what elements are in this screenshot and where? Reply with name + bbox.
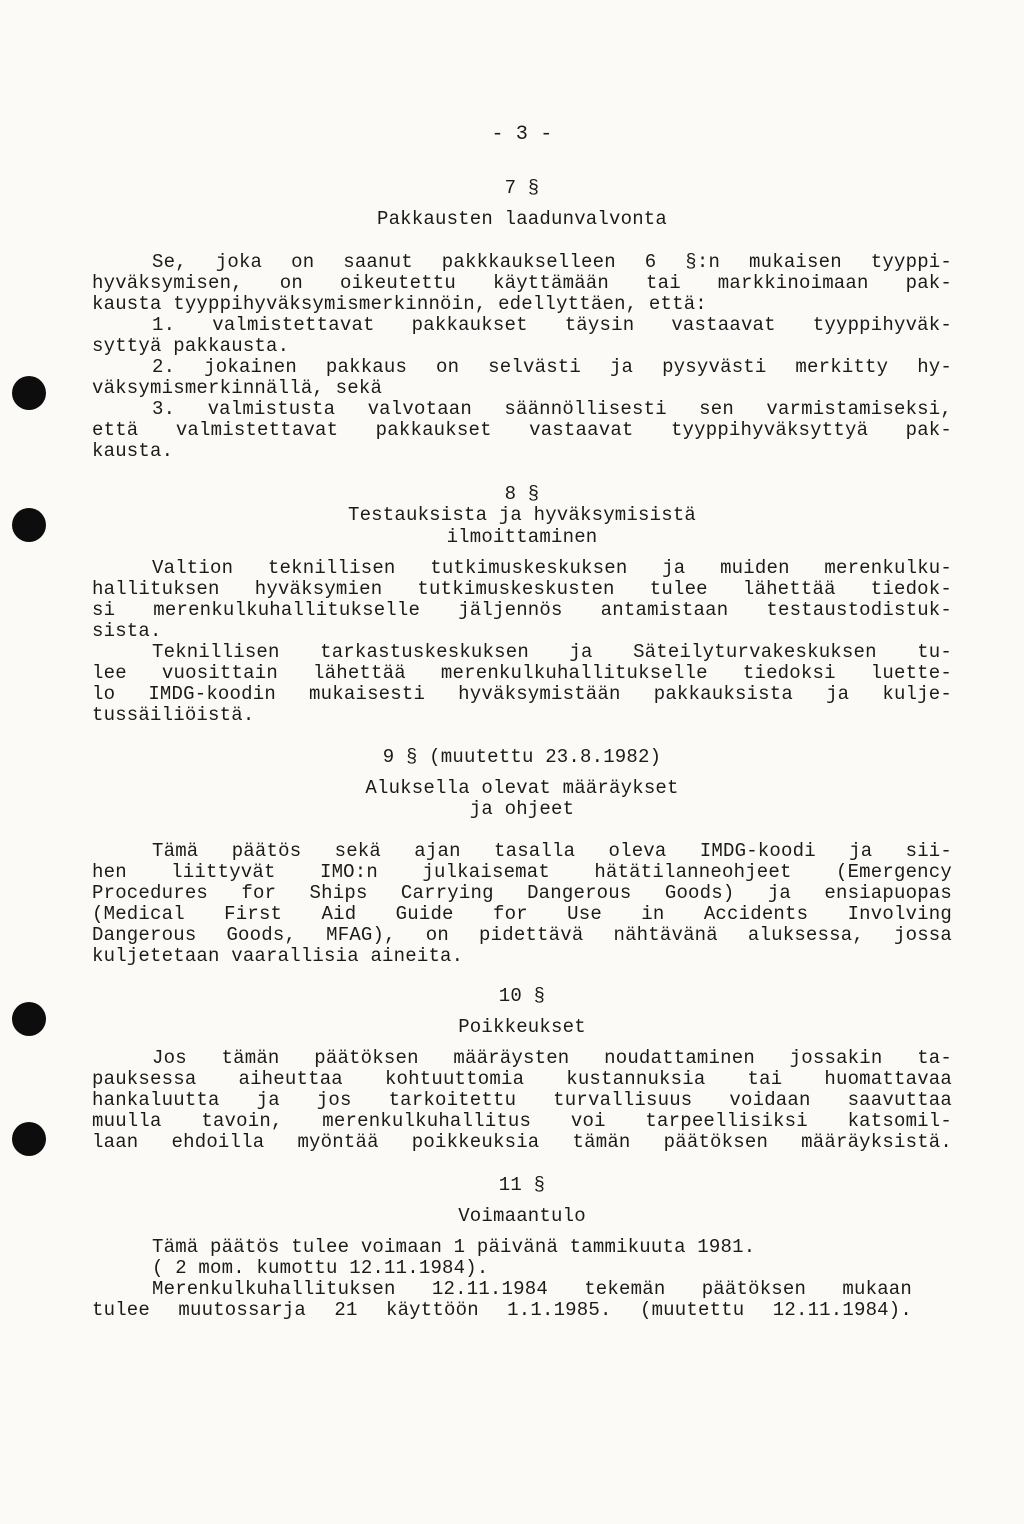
page-number: - 3 - — [491, 123, 553, 146]
section-10-number: 10 § — [498, 985, 546, 1007]
section-10-title: Poikkeukset — [458, 1016, 586, 1038]
section-11-line-2: ( 2 mom. kumottu 12.11.1984). — [152, 1257, 489, 1279]
punch-hole-4 — [12, 1122, 46, 1156]
section-9-line-5: Dangerous Goods, MFAG), on pidettävä nähtävänä aluksessa, jossa — [92, 924, 952, 946]
section-7-line-7: väksymismerkinnällä, sekä — [92, 377, 383, 399]
section-10-line-3: hankaluutta ja jos tarkoitettu turvallisuus voidaan saavuttaa — [92, 1089, 952, 1111]
section-11-title: Voimaantulo — [458, 1205, 586, 1227]
section-7-line-5: syttyä pakkausta. — [92, 335, 290, 357]
section-7-line-10: kausta. — [92, 440, 174, 462]
section-8-line-4: sista. — [92, 620, 162, 642]
section-7-line-6: 2. jokainen pakkaus on selvästi ja pysyvästi merkitty hy- — [152, 356, 952, 378]
section-8-line-3: si merenkulkuhallitukselle jäljennös antamistaan testaustodistuk- — [92, 599, 952, 621]
section-11-line-1: Tämä päätös tulee voimaan 1 päivänä tammikuuta 1981. — [152, 1236, 756, 1258]
section-10-line-5: laan ehdoilla myöntää poikkeuksia tämän päätöksen määräyksistä. — [92, 1131, 952, 1153]
section-7-line-2: hyväksymisen, on oikeutettu käyttämään tai markkinoimaan pak- — [92, 272, 952, 294]
section-9-line-2: hen liittyvät IMO:n julkaisemat hätätilanneohjeet (Emergency — [92, 861, 952, 883]
section-8-line-8: tussäiliöistä. — [92, 704, 255, 726]
section-8-line-2: hallituksen hyväksymien tutkimuskeskusten tulee lähettää tiedok- — [92, 578, 952, 600]
section-8-line-1: Valtion teknillisen tutkimuskeskuksen ja muiden merenkulku- — [152, 557, 952, 579]
section-7-title: Pakkausten laadunvalvonta — [376, 208, 668, 230]
section-7-number: 7 § — [504, 177, 540, 199]
punch-hole-3 — [12, 1002, 46, 1036]
punch-hole-1 — [12, 376, 46, 410]
section-9-line-4: (Medical First Aid Guide for Use in Accidents Involving — [92, 903, 952, 925]
section-8-line-5: Teknillisen tarkastuskeskuksen ja Säteilyturvakeskuksen tu- — [152, 641, 952, 663]
section-8-line-6: lee vuosittain lähettää merenkulkuhallitukselle tiedoksi luette- — [92, 662, 952, 684]
section-9-line-6: kuljetetaan vaarallisia aineita. — [92, 945, 464, 967]
section-8-line-7: lo IMDG-koodin mukaisesti hyväksymistään pakkauksista ja kulje- — [92, 683, 952, 705]
section-9-title-line-2: ja ohjeet — [469, 798, 575, 820]
section-10-line-2: pauksessa aiheuttaa kohtuuttomia kustannuksia tai huomattavaa — [92, 1068, 952, 1090]
section-7-line-8: 3. valmistusta valvotaan säännöllisesti sen varmistamiseksi, — [152, 398, 952, 420]
section-9-number: 9 § (muutettu 23.8.1982) — [382, 746, 662, 768]
section-8-number: 8 § — [504, 483, 540, 505]
section-7-line-4: 1. valmistettavat pakkaukset täysin vastaavat tyyppihyväk- — [152, 314, 952, 336]
section-11-line-4: tulee muutossarja 21 käyttöön 1.1.1985. (muutettu 12.11.1984). — [92, 1299, 912, 1321]
section-8-title-line-1: Testauksista ja hyväksymisistä — [347, 504, 697, 526]
section-7-line-9: että valmistettavat pakkaukset vastaavat tyyppihyväksyttyä pak- — [92, 419, 952, 441]
section-10-line-4: muulla tavoin, merenkulkuhallitus voi tarpeellisiksi katsomil- — [92, 1110, 952, 1132]
section-8-title-line-2: ilmoittaminen — [446, 526, 598, 548]
section-10-line-1: Jos tämän päätöksen määräysten noudattaminen jossakin ta- — [152, 1047, 952, 1069]
punch-hole-2 — [12, 508, 46, 542]
section-7-line-1: Se, joka on saanut pakkkaukselleen 6 §:n mukaisen tyyppi- — [152, 251, 952, 273]
section-7-line-3: kausta tyyppihyväksymismerkinnöin, edellyttäen, että: — [92, 293, 707, 315]
section-9-title-line-1: Aluksella olevat määräykset — [365, 777, 679, 799]
section-11-number: 11 § — [498, 1174, 546, 1196]
section-9-line-3: Procedures for Ships Carrying Dangerous Goods) ja ensiapuopas — [92, 882, 952, 904]
section-11-line-3: Merenkulkuhallituksen 12.11.1984 tekemän päätöksen mukaan — [152, 1278, 912, 1300]
section-9-line-1: Tämä päätös sekä ajan tasalla oleva IMDG-koodi ja sii- — [152, 840, 952, 862]
